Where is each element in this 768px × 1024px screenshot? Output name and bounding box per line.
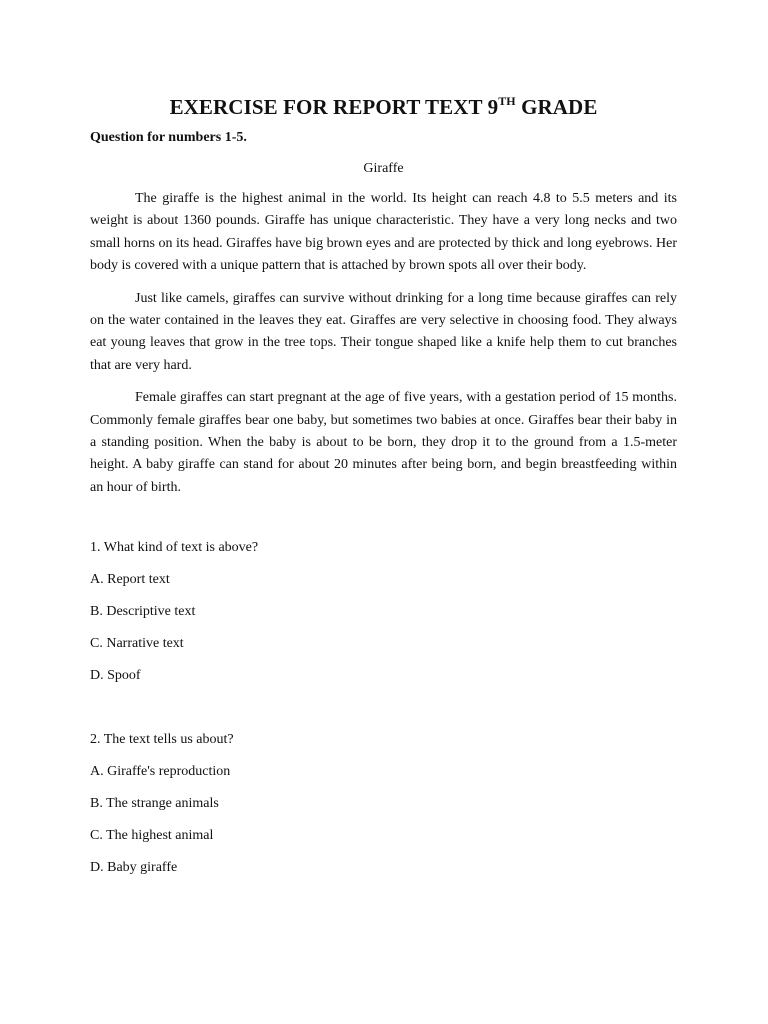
option-d: D. Baby giraffe (90, 860, 178, 876)
option-c: C. The highest animal (90, 828, 214, 844)
instruction-text: Question for numbers 1-5. (90, 130, 247, 145)
question-text: 2. The text tells us about? (90, 732, 234, 748)
question-text: 1. What kind of text is above? (90, 540, 259, 556)
question-2 (90, 731, 677, 877)
option-a: A. Giraffe's reproduction (90, 764, 231, 780)
option-d: D. Spoof (90, 668, 141, 684)
option-b: B. Descriptive text (90, 604, 196, 620)
paragraph-1: The giraffe is the highest animal in the world. Its height can reach 4.8 to 5.5 meters and its weight is about 1360 pounds. Giraffe has unique characteristic. They have a very long necks and two small horns on its head. Giraffes have big brown eyes and are protected by thick and long eyebrows. Her body is covered with a unique pattern that is attached by brown spots all over their body. (90, 191, 677, 274)
document-title (90, 0, 677, 120)
title-superscript: TH (498, 94, 516, 108)
option-c: C. Narrative text (90, 636, 184, 652)
paragraph-2: Just like camels, giraffes can survive without drinking for a long time because giraffes can rely on the water contained in the leaves they eat. Giraffes are very selective in choosing food. They always eat young leaves that grow in the tree tops. Their tongue shaped like a knife help them to cut branches that are very hard. (90, 290, 677, 373)
passage-title: Giraffe (363, 161, 404, 176)
question-1 (90, 539, 677, 685)
option-a: A. Report text (90, 572, 170, 588)
title-end: GRADE (515, 95, 598, 119)
option-b: B. The strange animals (90, 796, 219, 812)
title-main: EXERCISE FOR REPORT TEXT 9 (169, 95, 499, 119)
paragraph-3: Female giraffes can start pregnant at the age of five years, with a gestation period of 15 months. Commonly female giraffes bear one baby, but sometimes two babies at once. Giraffes bear their baby in a standing position. When the baby is about to be born, they drop it to the ground from a 1.5-meter height. A baby giraffe can stand for about 20 minutes after being born, and begin breastfeeding within an hour of birth. (90, 390, 677, 495)
